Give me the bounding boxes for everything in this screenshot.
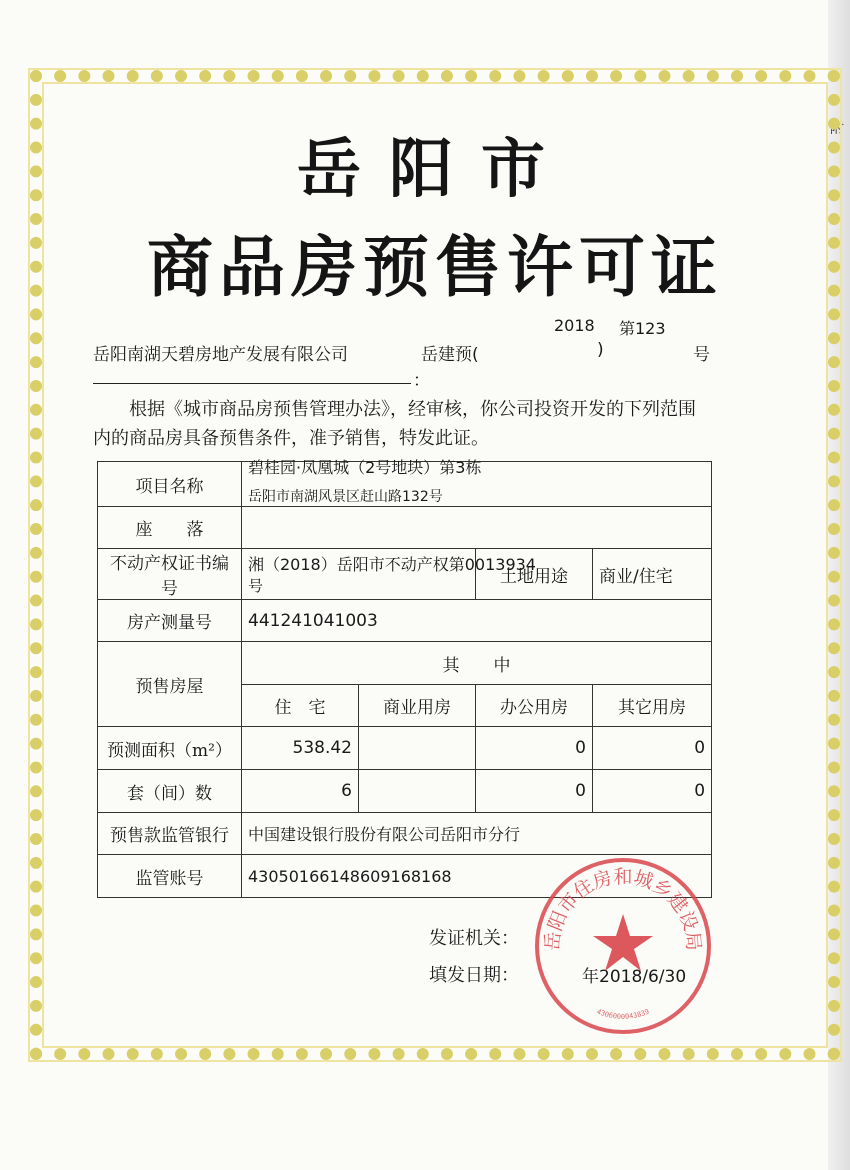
cert-suffix: 号 <box>248 577 264 595</box>
addressee-line <box>93 383 411 384</box>
area-commercial <box>359 727 476 770</box>
permit-serial: 第123 <box>619 319 666 338</box>
units-label: 套（间）数 <box>98 770 242 813</box>
addressee-colon: ： <box>413 371 430 391</box>
table-row <box>98 813 712 855</box>
area-residential: 538.42 <box>242 727 359 770</box>
presale-label: 预售房屋 <box>98 642 242 727</box>
among-label: 其 中 <box>242 642 712 685</box>
table-row <box>98 507 712 549</box>
project-address: 岳阳市南湖风景区赶山路132号 <box>248 488 443 505</box>
units-office: 0 <box>476 770 593 813</box>
table-row <box>98 462 712 507</box>
bank-label: 预售款监管银行 <box>98 813 242 855</box>
city-title: 岳阳市 <box>297 133 573 207</box>
account-value: 43050166148609168168 <box>242 855 712 898</box>
seal-text: 岳阳市住房和城乡建设局 <box>541 865 705 952</box>
permit-hao: 号 <box>693 345 710 365</box>
seal-code: 4306000043839 <box>595 1007 651 1021</box>
location-value <box>242 507 712 549</box>
cert-label: 不动产权证书编号 <box>98 549 242 600</box>
company-name: 岳阳南湖天碧房地产发展有限公司 <box>93 345 348 365</box>
presale-table <box>97 457 712 898</box>
area-office: 0 <box>476 727 593 770</box>
permit-year: 2018 <box>554 316 595 335</box>
official-seal <box>533 856 713 1036</box>
account-label: 监管账号 <box>98 855 242 898</box>
units-commercial <box>359 770 476 813</box>
table-row <box>98 727 712 770</box>
bank-value: 中国建设银行股份有限公司岳阳市分行 <box>242 813 712 855</box>
table-row <box>98 549 712 600</box>
certificate-title: 商品房预售许可证 <box>147 229 723 306</box>
column-residential: 住 宅 <box>242 685 359 727</box>
column-commercial: 商业用房 <box>359 685 476 727</box>
body-text: 根据《城市商品房预售管理办法》，经审核，你公司投资开发的下列范围内的商品房具备预售条件，准予销售，特发此证。 <box>93 399 696 449</box>
units-residential: 6 <box>242 770 359 813</box>
cert-value: 湘（2018）岳阳市不动产权第0013934 <box>248 555 536 574</box>
issue-date: 年2018/6/30 <box>582 967 687 987</box>
column-other: 其它用房 <box>593 685 712 727</box>
project-name: 碧桂园·凤凰城（2号地块）第3栋 <box>248 457 482 477</box>
project-label: 项目名称 <box>98 462 242 507</box>
issuer-label: 发证机关： <box>429 928 519 949</box>
table-row <box>98 642 712 685</box>
table-row <box>98 600 712 642</box>
permit-close-paren: ) <box>597 340 604 360</box>
survey-label: 房产测量号 <box>98 600 242 642</box>
side-note: 附 <box>830 121 844 137</box>
land-use-label: 土地用途 <box>476 549 593 600</box>
survey-value: 441241041003 <box>242 600 712 642</box>
units-other: 0 <box>593 770 712 813</box>
date-label: 填发日期： <box>429 965 519 986</box>
area-other: 0 <box>593 727 712 770</box>
column-office: 办公用房 <box>476 685 593 727</box>
permit-prefix: 岳建预( <box>421 345 479 365</box>
location-label: 座 落 <box>98 507 242 549</box>
area-label: 预测面积（m²） <box>98 727 242 770</box>
project-cell <box>242 457 712 507</box>
seal-star-icon <box>593 914 653 971</box>
table-row <box>98 770 712 813</box>
land-use-value: 商业/住宅 <box>593 549 712 600</box>
